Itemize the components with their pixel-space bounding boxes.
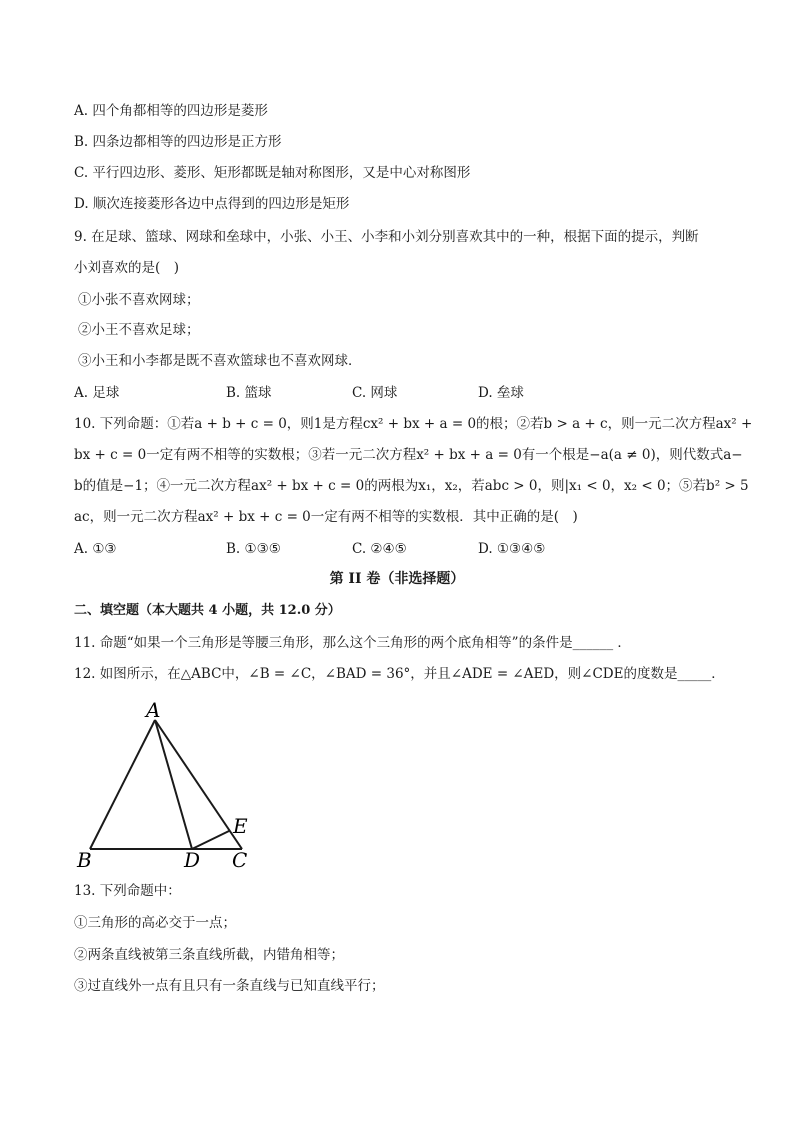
q9-option-b: B. 篮球 [226,385,272,401]
q10-line2: bx + c = 0一定有两不相等的实数根；③若一元二次方程x² + bx + a = 0有一个根是−a(a ≠ 0)，则代数式a− [74,447,743,463]
q8-option-b: B. 四条边都相等的四边形是正方形 [74,134,282,150]
q10-option-c: C. ②④⑤ [352,541,407,557]
q9-hint-1: ①小张不喜欢网球； [78,292,200,308]
label-b: B [77,848,92,872]
section-2-title: 二、填空题（本大题共 4 小题，共 12.0 分） [74,603,341,618]
q10-line4: ac，则一元二次方程ax² + bx + c = 0一定有两不相等的实数根．其中正确的是( ) [74,509,578,525]
q10-line3: b的值是−1；④一元二次方程ax² + bx + c = 0的两根为x₁，x₂，若abc > 0，则|x₁ < 0，x₂ < 0；⑤若b² > 5 [74,478,749,494]
q9-option-a: A. 足球 [74,385,120,401]
q9-hint-3: ③小王和小李都是既不喜欢篮球也不喜欢网球． [78,353,362,369]
question-11: 11. 命题“如果一个三角形是等腰三角形，那么这个三角形的两个底角相等”的条件是______ ． [74,635,631,651]
segment-ad [155,720,192,849]
part-2-heading: 第 II 卷（非选择题） [329,571,465,587]
q8-option-d: D. 顺次连接菱形各边中点得到的四边形是矩形 [74,196,350,212]
triangle-figure [70,695,270,875]
q9-option-d: D. 垒球 [478,385,524,401]
segment-ab [90,720,155,849]
question-12: 12. 如图所示，在△ABC中，∠B = ∠C，∠BAD = 36°，并且∠ADE = ∠AED，则∠CDE的度数是_____． [74,666,725,682]
q10-line1: 10. 下列命题：①若a + b + c = 0，则1是方程cx² + bx + a = 0的根；②若b > a + c，则一元二次方程ax² + [74,416,753,432]
label-e: E [233,814,248,838]
q13-item-1: ①三角形的高必交于一点； [74,915,236,931]
q9-hint-2: ②小王不喜欢足球； [78,322,200,338]
segment-de [192,831,229,849]
q8-option-c: C. 平行四边形、菱形、矩形都既是轴对称图形，又是中心对称图形 [74,165,471,181]
q9-stem-line2: 小刘喜欢的是( ) [74,260,180,276]
q10-option-a: A. ①③ [74,541,117,557]
label-d: D [184,848,201,872]
q10-option-b: B. ①③⑤ [226,541,281,557]
label-a: A [146,698,161,722]
q9-stem-line1: 9. 在足球、篮球、网球和垒球中，小张、小王、小李和小刘分别喜欢其中的一种，根据下面的提示，判断 [74,229,699,245]
q9-option-c: C. 网球 [352,385,398,401]
segment-ac [155,720,242,849]
q13-item-3: ③过直线外一点有且只有一条直线与已知直线平行； [74,978,385,994]
q13-item-2: ②两条直线被第三条直线所截，内错角相等； [74,947,344,963]
q10-option-d: D. ①③④⑤ [478,541,546,557]
label-c: C [232,848,248,872]
q13-stem: 13. 下列命题中： [74,883,181,899]
q8-option-a: A. 四个角都相等的四边形是菱形 [74,103,268,119]
